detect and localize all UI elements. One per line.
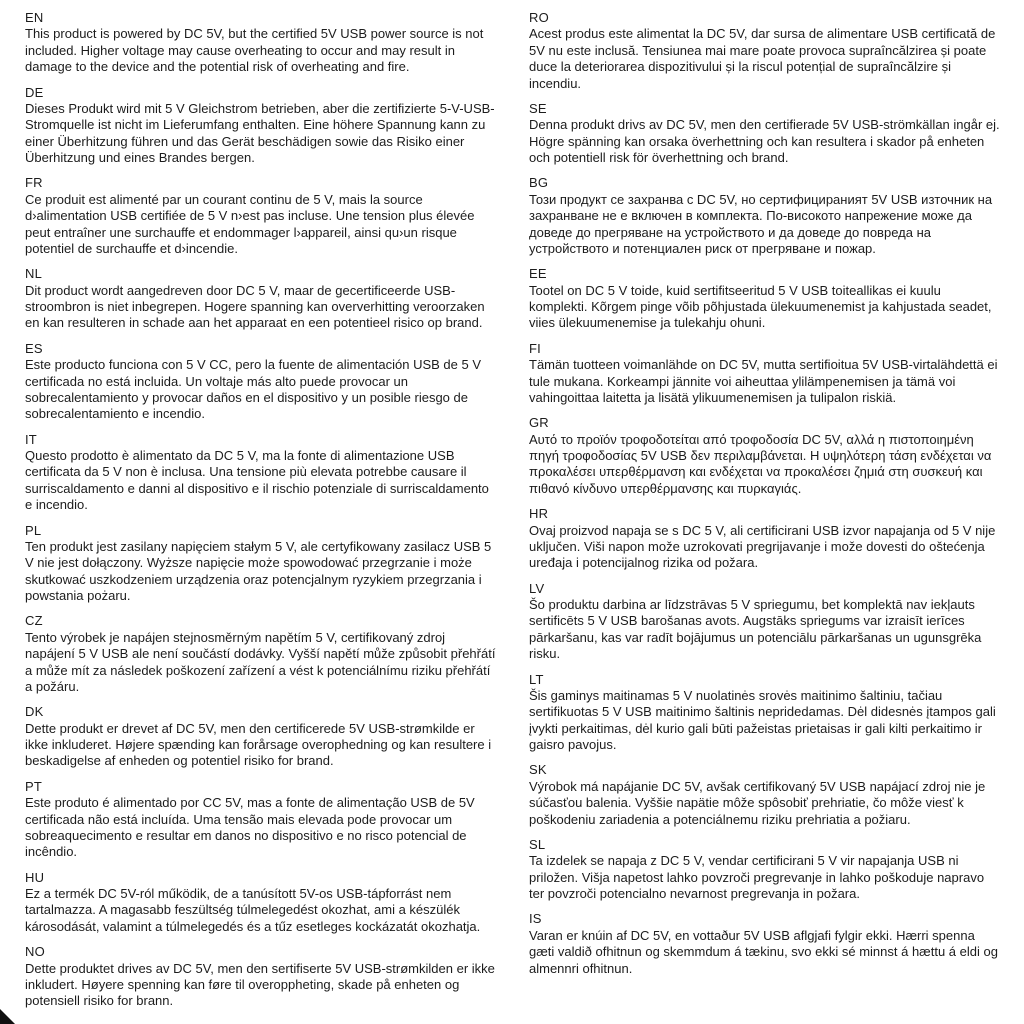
language-code: DK — [25, 704, 44, 720]
language-code: FR — [25, 175, 43, 191]
language-entry — [529, 266, 1001, 332]
language-entry — [529, 175, 1001, 257]
language-entry — [25, 10, 497, 76]
language-text: Ten produkt jest zasilany napięciem stałym 5 V, ale certyfikowany zasilacz USB 5 V nie jest dołączony. Wyższe napięcie może spowodować przegrzanie i może skutkować uszkodzeniem urządzenia oraz potencjalnym ryzykiem przegrzania i powstania pożaru. — [25, 538, 492, 603]
language-code: NL — [25, 266, 43, 282]
column-right — [529, 10, 1001, 1019]
language-entry — [529, 10, 1001, 92]
language-text: This product is powered by DC 5V, but the certified 5V USB power source is not included. Higher voltage may cause overheating to occur and may result in damage to the device and the potential risk of overheating and fire. — [25, 26, 484, 75]
language-entry — [25, 944, 497, 1010]
language-entry — [25, 341, 497, 423]
language-entry — [529, 581, 1001, 663]
language-text: Výrobok má napájanie DC 5V, avšak certifikovaný 5V USB napájací zdroj nie je súčasťou balenia. Vyššie napätie môže spôsobiť prehriatie, čo môže viesť k poškodeniu zariadenia a potenciálnemu riziku prehriatia a požiaru. — [529, 778, 986, 827]
language-code: FI — [529, 340, 541, 356]
text-columns — [25, 10, 1002, 1019]
language-code: RO — [529, 10, 549, 25]
language-code: EN — [25, 10, 44, 25]
language-entry — [529, 506, 1001, 572]
language-text: Ta izdelek se napaja z DC 5 V, vendar certificirani 5 V vir napajanja USB ni priložen. Višja napetost lahko povzroči pregrevanje in lahko poškoduje napravo ter povzroči potencialno nevarnost pregrevanja in požara. — [529, 853, 985, 901]
language-entry — [529, 101, 1001, 167]
column-left — [25, 10, 497, 1019]
language-text: Този продукт се захранва с DC 5V, но сертифицираният 5V USB източник на захранване не е включен в комплекта. По-високото напрежение може да доведе до прегряване на устройството и да доведе до повреда на устройството и потенциален риск от прегряване и пожар. — [529, 191, 993, 256]
language-code: IS — [529, 911, 542, 927]
language-text: Este produto é alimentado por CC 5V, mas a fonte de alimentação USB de 5V certificada não está incluída. Uma tensão mais elevada pode provocar um sobreaquecimento e resultar em danos no dispositivo e no risco potencial de incêndio. — [25, 795, 475, 860]
language-code: GR — [529, 415, 549, 431]
language-text: Tento výrobek je napájen stejnosměrným napětím 5 V, certifikovaný zdroj napájení 5 V USB ale není součástí dodávky. Vyšší napětí může způsobit přehřátí a může mít za následek poškození zařízení a vést k potenciálnímu riziku přehřátí a požáru. — [25, 629, 496, 694]
language-code: CZ — [25, 613, 43, 629]
language-code: EE — [529, 266, 547, 282]
language-code: SE — [529, 100, 547, 116]
language-entry — [25, 85, 497, 167]
language-code: SL — [529, 836, 546, 852]
language-code: LT — [529, 671, 544, 687]
language-text: Tootel on DC 5 V toide, kuid sertifitseeritud 5 V USB toiteallikas ei kuulu komplekti. Kõrgem pinge võib põhjustada ülekuumenemist ja kahjustada seadet, viies ülekuumenemise ja tulekahju ohuni. — [529, 282, 992, 331]
language-code: PT — [25, 778, 43, 794]
language-code: HR — [529, 506, 549, 522]
language-text: Šo produktu darbina ar līdzstrāvas 5 V spriegumu, bet komplektā nav iekļauts sertificēts 5 V USB barošanas avots. Augstāks spriegums var izraisīt ierīces pārkaršanu, kas var radīt bojājumus un potenciālu pārkaršanas un ugunsgrēka risku. — [529, 597, 982, 662]
language-entry — [25, 266, 497, 332]
language-code: IT — [25, 431, 37, 447]
language-text: Ovaj proizvod napaja se s DC 5 V, ali certificirani USB izvor napajanja od 5 V nije uključen. Viši napon može uzrokovati pregrijavanje i može dovesti do oštećenja uređaja i potencijalnog rizika od požara. — [529, 522, 996, 571]
language-text: Dieses Produkt wird mit 5 V Gleichstrom betrieben, aber die zertifizierte 5-V-USB-Stromquelle ist nicht im Lieferumfang enthalten. Eine höhere Spannung kann zu einer Überhitzung führen und das Gerät beschädigen sowie das Risiko einer Überhitzung und eines Brandes bergen. — [25, 100, 495, 165]
language-code: PL — [25, 522, 42, 538]
language-text: Dit product wordt aangedreven door DC 5 V, maar de gecertificeerde USB-stroombron is niet inbegrepen. Hogere spanning kan oververhitting veroorzaken en kan resulteren in schade aan het apparaat en een potentieel risico op brand. — [25, 282, 485, 331]
language-entry — [25, 870, 497, 936]
language-text: Αυτό το προϊόν τροφοδοτείται από τροφοδοσία DC 5V, αλλά η πιστοποιημένη πηγή τροφοδοσίας 5V USB δεν περιλαμβάνεται. Η υψηλότερη τάση ενδέχεται να προκαλέσει υπερθέρμανση και ενδέχεται να προκαλέσει ζημιά στη συσκευή και πιθανό κίνδυνο υπερθέρμανσης και πυρκαγιάς. — [529, 431, 992, 496]
page-corner-mark — [0, 1009, 15, 1024]
language-code: HU — [25, 869, 45, 885]
language-text: Este producto funciona con 5 V CC, pero la fuente de alimentación USB de 5 V certificada no está incluida. Un voltaje más alto puede provocar un sobrecalentamiento y provocar daños en el dispositivo y un posible riesgo de sobrecalentamiento e incendio. — [25, 357, 481, 422]
language-text: Acest produs este alimentat la DC 5V, dar sursa de alimentare USB certificată de 5V nu este inclusă. Tensiunea mai mare poate provoca supraîncălzirea și poate duce la deteriorarea dispozitivului și la riscul potențial de supraîncălzire și incendiu. — [529, 26, 996, 91]
language-code: LV — [529, 580, 545, 596]
language-text: Dette produktet drives av DC 5V, men den sertifiserte 5V USB-strømkilden er ikke inkludert. Høyere spenning kan føre til overoppheting, skade på enheten og potensiell risiko for brann. — [25, 960, 495, 1009]
language-code: NO — [25, 944, 45, 960]
language-entry — [25, 523, 497, 605]
language-entry — [529, 837, 1001, 903]
language-code: DE — [25, 84, 44, 100]
language-entry — [25, 779, 497, 861]
language-entry — [529, 672, 1001, 754]
language-text: Varan er knúin af DC 5V, en vottaður 5V USB aflgjafi fylgir ekki. Hærri spenna gæti valdið ofhitnun og skemmdum á tækinu, svo ekki sé minnst á hættu á eldi og almennri ofhitnun. — [529, 927, 998, 976]
language-text: Denna produkt drivs av DC 5V, men den certifierade 5V USB-strömkällan ingår ej. Högre spänning kan orsaka överhettning och kan resultera i skador på enheten och potentiell risk för överhettning och brand. — [529, 117, 1000, 165]
language-entry — [25, 613, 497, 695]
language-code: SK — [529, 762, 547, 778]
language-entry — [529, 341, 1001, 407]
language-text: Questo prodotto è alimentato da DC 5 V, ma la fonte di alimentazione USB certificata da 5 V non è inclusa. Una tensione più elevata potrebbe causare il surriscaldamento e danni al dispositivo e il rischio potenziale di surriscaldamento e incendio. — [25, 448, 489, 513]
language-entry — [25, 432, 497, 514]
language-text: Ez a termék DC 5V-ról működik, de a tanúsított 5V-os USB-tápforrást nem tartalmazza. A magasabb feszültség túlmelegedést okozhat, ami a készülék károsodását, valamint a túlmelegedés és a tűz esetleges kockázatát okozhatja. — [25, 886, 481, 934]
language-entry — [529, 911, 1001, 977]
language-entry — [529, 762, 1001, 828]
language-text: Šis gaminys maitinamas 5 V nuolatinės srovės maitinimo šaltiniu, tačiau sertifikuotas 5 V USB maitinimo šaltinis nepridedamas. Dėl didesnės įtampos gali įvykti perkaitimas, dėl kurio gali būti pažeistas prietaisas ir gali kilti perkaitimo ir gaisro pavojus. — [529, 687, 996, 752]
language-text: Tämän tuotteen voimanlähde on DC 5V, mutta sertifioitua 5V USB-virtalähdettä ei tule mukana. Korkeampi jännite voi aiheuttaa ylilämpenemisen ja tämä voi vahingoittaa laitetta ja lisätä ylikuumenemisen ja tulipalon riskiä. — [529, 357, 998, 405]
language-entry — [25, 175, 497, 257]
language-code: ES — [25, 340, 43, 356]
language-entry — [25, 704, 497, 770]
language-text: Ce produit est alimenté par un courant continu de 5 V, mais la source d›alimentation USB certifiée de 5 V n›est pas incluse. Une tension plus élevée peut entraîner une surchauffe et endommager l›appareil, ainsi qu›un risque potentiel de surchauffe et d›incendie. — [25, 191, 475, 256]
language-entry — [529, 415, 1001, 497]
language-text: Dette produkt er drevet af DC 5V, men den certificerede 5V USB-strømkilde er ikke inkluderet. Højere spænding kan forårsage overophedning og kan resultere i beskadigelse af enheden og potentiel risiko for brand. — [25, 720, 492, 769]
language-code: BG — [529, 175, 549, 191]
